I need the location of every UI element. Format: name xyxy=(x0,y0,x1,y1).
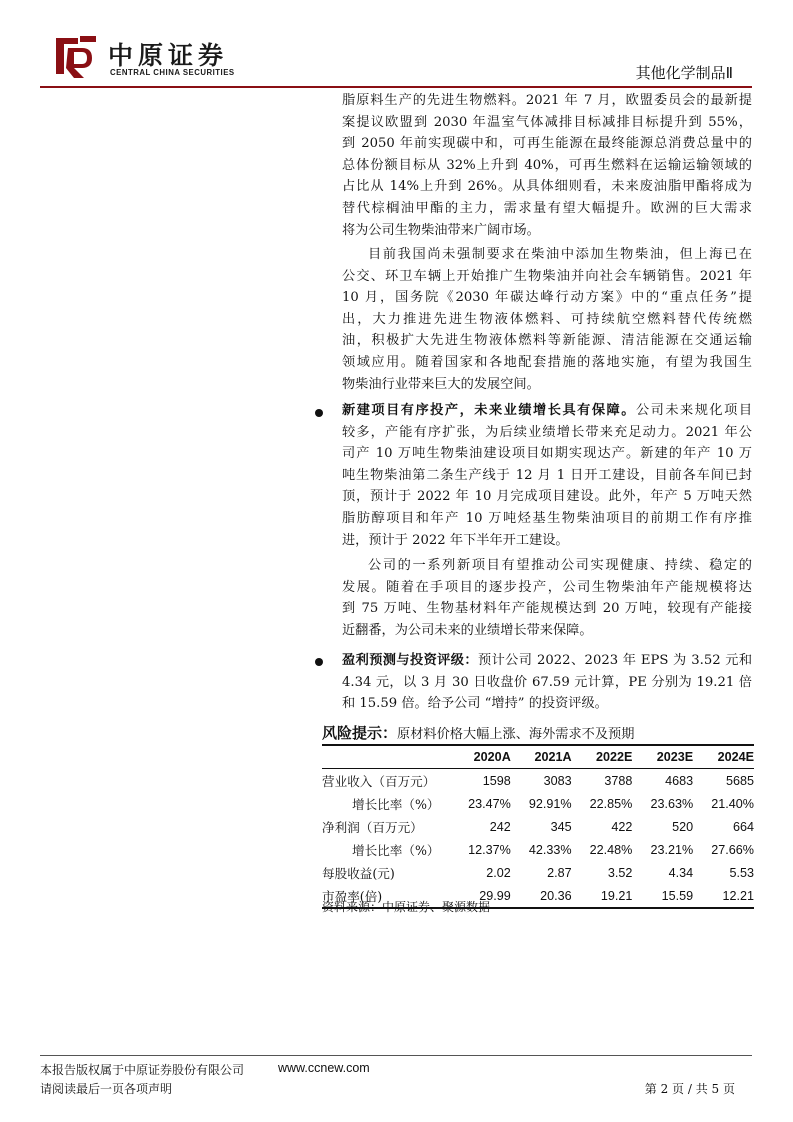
logo-english-name: CENTRAL CHINA SECURITIES xyxy=(110,68,235,77)
table-cell: 5.53 xyxy=(729,865,754,880)
table-cell: 520 xyxy=(672,819,694,834)
text-line: 到 2050 年前实现碳中和，可再生能源在最终能源总消费总量中的 xyxy=(342,136,752,152)
text-line: 10 月，国务院《2030 年碳达峰行动方案》中的“重点任务”提 xyxy=(342,290,752,306)
bullet-first-line xyxy=(342,400,752,422)
text-line: 到 75 万吨、生物基材料年产能规模达到 20 万吨，较现有产能接 xyxy=(342,601,752,617)
text-line: 总体份额目标从 32%上升到 40%，可再生燃料在运输运输领域的 xyxy=(342,157,752,173)
bullet-icon xyxy=(315,658,323,666)
bullet-first-line xyxy=(342,650,752,672)
logo-chinese-name: 中原证券 xyxy=(108,41,229,70)
paragraph-capacity xyxy=(342,555,752,641)
row-label: 净利润（百万元） xyxy=(322,820,423,835)
table-cell: 27.66% xyxy=(711,842,754,857)
bullet-heading: 盈利预测与投资评级： xyxy=(342,653,478,668)
table-cell: 345 xyxy=(550,819,572,834)
table-header: 2020A xyxy=(450,745,511,769)
table-cell: 12.21 xyxy=(693,884,754,908)
table-cell: 15.59 xyxy=(632,884,693,908)
bullet-new-projects xyxy=(342,400,752,551)
report-category: 其他化学制品Ⅱ xyxy=(635,64,733,82)
text-line: 案提议欧盟到 2030 年温室气体减排目标减排目标提升到 55%， xyxy=(342,114,752,130)
financial-table xyxy=(322,744,754,909)
table-cell: 3.52 xyxy=(607,865,633,880)
table-cell: 92.91% xyxy=(528,796,572,811)
text-line: 4.34 元，以 3 月 30 日收盘价 67.59 元计算，PE 分别为 19.21 倍 xyxy=(342,674,752,690)
row-label: 市盈率(倍) xyxy=(322,884,450,908)
bullet-icon xyxy=(315,409,323,417)
forecast-table xyxy=(322,744,754,909)
table-cell: 4683 xyxy=(665,773,694,788)
table-cell: 2.87 xyxy=(547,865,572,880)
table-header: 2023E xyxy=(632,745,693,769)
text-line: 公交、环卫车辆上开始推广生物柴油并向社会车辆销售。2021 年 xyxy=(342,268,752,284)
footer-website-link[interactable]: www.ccnew.com xyxy=(278,1061,370,1075)
text-line: 近翻番，为公司未来的业绩增长带来保障。 xyxy=(342,622,593,638)
risk-notice xyxy=(322,722,634,743)
company-logo xyxy=(52,34,252,84)
text-line: 脂原料生产的先进生物燃料。2021 年 7 月，欧盟委员会的最新提 xyxy=(342,93,752,108)
table-cell: 422 xyxy=(611,819,633,834)
text-line: 较多，产能有序扩张，为后续业绩增长带来充足动力。2021 年公 xyxy=(342,424,752,440)
text-line: 物柴油行业带来巨大的发展空间。 xyxy=(342,376,540,392)
bullet-text: 公司未来规化项目 xyxy=(635,403,753,418)
footer-copyright: 本报告版权属于中原证券股份有限公司 xyxy=(40,1063,245,1077)
table-cell: 19.21 xyxy=(572,884,633,908)
table-cell: 23.21% xyxy=(650,842,694,857)
text-line: 进，预计于 2022 年下半年开工建设。 xyxy=(342,532,569,548)
table-cell: 22.48% xyxy=(589,842,633,857)
table-cell: 23.63% xyxy=(650,796,694,811)
bullet-heading: 新建项目有序投产，未来业绩增长具有保障。 xyxy=(342,403,636,418)
row-label: 营业收入（百万元） xyxy=(322,774,436,789)
text-line: 将为公司生物柴油带来广阔市场。 xyxy=(342,222,540,238)
table-cell: 1598 xyxy=(482,773,511,788)
table-row xyxy=(322,815,754,838)
table-header: 2021A xyxy=(511,745,572,769)
page-header xyxy=(0,0,793,92)
bullet-text: 预计公司 2022、2023 年 EPS 为 3.52 元和 xyxy=(477,653,753,668)
text-line: 顶，预计于 2022 年 10 月完成项目建设。此外，年产 5 万吨天然 xyxy=(342,489,752,505)
text-line: 脂肪醇项目和年产 10 万吨烃基生物柴油项目的前期工作有序推 xyxy=(342,510,752,526)
row-label: 增长比率（%） xyxy=(352,797,440,812)
risk-text: 原材料价格大幅上涨、海外需求不及预期 xyxy=(397,727,635,742)
text-line: 油，积极扩大先进生物液体燃料等新能源、清洁能源在交通运输 xyxy=(342,333,752,349)
table-cell: 3083 xyxy=(543,773,572,788)
text-line: 目前我国尚未强制要求在柴油中添加生物柴油，但上海已在 xyxy=(368,247,752,262)
table-row xyxy=(322,792,754,815)
text-line: 占比从 14%上升到 26%。从具体细则看，未来废油脂甲酯将成为 xyxy=(342,179,752,195)
row-label: 每股收益(元) xyxy=(322,866,395,881)
table-header-row xyxy=(322,745,754,769)
text-line: 替代棕榈油甲酯的主力，需求量有望大幅提升。欧洲的巨大需求 xyxy=(342,200,752,216)
text-line: 吨生物柴油第二条生产线于 12 月 1 日开工建设，目前各车间已封 xyxy=(342,467,752,483)
table-cell: 5685 xyxy=(725,773,754,788)
table-cell: 3788 xyxy=(604,773,633,788)
table-cell: 12.37% xyxy=(468,842,511,857)
text-line: 发展。随着在手项目的逐步投产，公司生物柴油年产能规模将达 xyxy=(342,579,752,595)
table-cell: 20.36 xyxy=(511,884,572,908)
table-header: 2024E xyxy=(693,745,754,769)
table-cell: 242 xyxy=(489,819,511,834)
page-number: 第 2 页 / 共 5 页 xyxy=(644,1082,735,1096)
table-cell: 23.47% xyxy=(468,796,511,811)
table-row xyxy=(322,861,754,884)
table-row xyxy=(322,769,754,793)
row-label: 增长比率（%） xyxy=(352,843,440,858)
table-cell: 4.34 xyxy=(668,865,694,880)
table-cell: 21.40% xyxy=(711,796,754,811)
header-divider xyxy=(40,86,752,88)
bullet-forecast xyxy=(342,650,752,715)
table-cell: 29.99 xyxy=(450,884,511,908)
data-source: 资料来源：中原证券、聚源数据 xyxy=(322,900,491,914)
paragraph-eu-policy xyxy=(342,90,752,241)
text-line: 出，大力推进先进生物液体燃料、可持续航空燃料替代传统燃 xyxy=(342,311,752,327)
text-line: 司产 10 万吨生物柴油建设项目如期实现达产。新建的年产 10 万 xyxy=(342,446,752,462)
table-cell: 22.85% xyxy=(589,796,633,811)
table-header: 2022E xyxy=(572,745,633,769)
table-cell: 664 xyxy=(732,819,754,834)
risk-label: 风险提示： xyxy=(322,724,398,742)
table-cell: 42.33% xyxy=(528,842,572,857)
logo-mark-icon xyxy=(52,34,100,80)
footer-divider xyxy=(40,1055,752,1056)
text-line: 和 15.59 倍。给予公司 “增持” 的投资评级。 xyxy=(342,696,608,712)
text-line: 领域应用。随着国家和各地配套措施的落地实施，有望为我国生 xyxy=(342,354,752,370)
paragraph-china-policy xyxy=(342,244,752,395)
table-header xyxy=(322,745,450,769)
text-line: 公司的一系列新项目有望推动公司实现健康、持续、稳定的 xyxy=(368,558,752,573)
table-cell: 2.02 xyxy=(486,865,511,880)
table-row xyxy=(322,838,754,861)
footer-disclaimer: 请阅读最后一页各项声明 xyxy=(40,1082,173,1096)
